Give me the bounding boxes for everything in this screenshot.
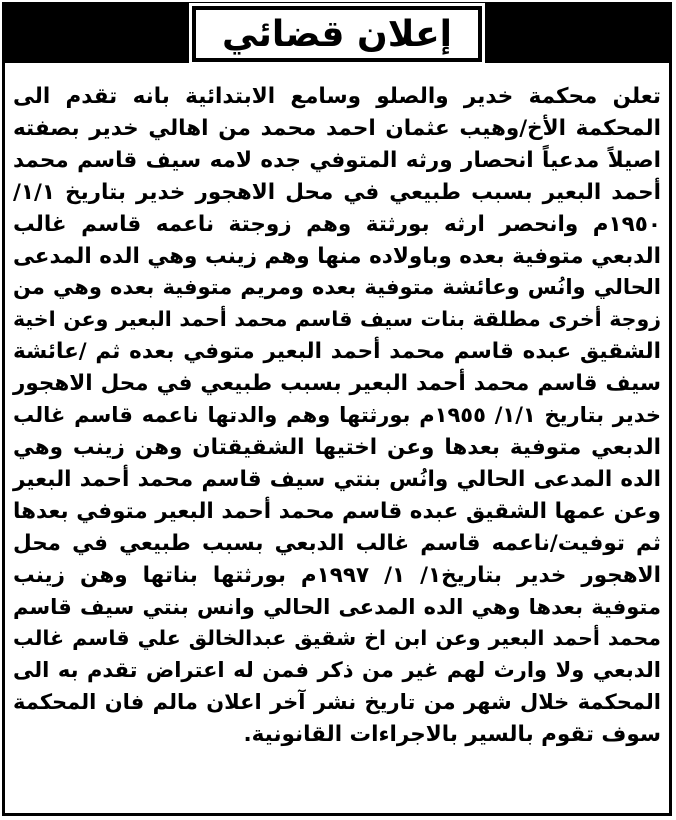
notice-header	[5, 5, 669, 63]
notice-title: إعلان قضائي	[192, 6, 482, 62]
notice-line: ثم توفيت/ناعمه قاسم غالب الدبعي بسبب طبيعي في محل	[13, 530, 661, 556]
notice-line: زوجة أخرى مطلقة بنات سيف قاسم محمد أحمد البعير وعن اخية	[13, 307, 661, 332]
notice-line: الاهجور خدير بتاريخ١/ ١/ ١٩٩٧م بورثتها بناتها وهن زينب	[13, 562, 662, 588]
notice-line: سيف قاسم محمد أحمد البعير بسبب طبيعي في محل الاهجور	[13, 371, 661, 397]
notice-line: الدبعي متوفية بعده وباولاده منها وهم زينب وهي الده المدعى	[13, 243, 661, 269]
notice-line: ١٩٥٠م وانحصر ارثه بورثتة وهم زوجتة ناعمه قاسم غالب	[13, 211, 661, 237]
notice-body	[13, 81, 661, 751]
notice-line: الدبعي ولا وارث لهم غير من ذكر فمن له اعتراض تقدم به الى	[13, 658, 661, 683]
notice-line: الده المدعى الحالي وانُس بنتي سيف قاسم محمد أحمد البعير	[13, 466, 661, 492]
notice-line: المحكمة خلال شهر من تاريخ نشر آخر اعلان مالم فان المحكمة	[13, 690, 661, 715]
notice-line: وعن عمها الشقيق عبده قاسم محمد أحمد البعير متوفي بعدها	[13, 498, 661, 524]
notice-line: محمد أحمد البعير وعن ابن اخ شقيق عبدالخالق علي قاسم غالب	[13, 626, 661, 651]
notice-line: خدير بتاريخ ١/١/ ١٩٥٥م بورثتها وهم والدتها ناعمه قاسم غالب	[13, 403, 661, 428]
notice-line: تعلن محكمة خدير والصلو وسامع الابتدائية بانه تقدم الى	[13, 84, 661, 109]
notice-line: الشقيق عبده قاسم محمد أحمد البعير متوفي بعده ثم /عائشة	[13, 339, 661, 365]
notice-line: سوف تقوم بالسير بالاجراءات القانونية.	[243, 722, 661, 748]
notice-line: أحمد البعير بسبب طبيعي في محل الاهجور خدير بتاريخ ١/١/	[13, 179, 661, 205]
notice-line: المحكمة الأخ/وهيب عثمان احمد محمد من اهالي خدير بصفته	[13, 115, 661, 141]
notice-line: متوفية بعدها وهي الده المدعى الحالي وانس بنتي سيف قاسم	[13, 594, 661, 619]
notice-line: الحالي وانُس وعائشة متوفية بعده ومريم متوفية بعده وهي من	[13, 275, 661, 300]
notice-line: الدبعي متوفية بعدها وعن اختيها الشقيقتان وهن زينب وهي	[13, 434, 661, 460]
notice-line: اصيلاً مدعياً انحصار ورثه المتوفي جده لامه سيف قاسم محمد	[13, 147, 661, 173]
legal-notice	[2, 2, 672, 816]
